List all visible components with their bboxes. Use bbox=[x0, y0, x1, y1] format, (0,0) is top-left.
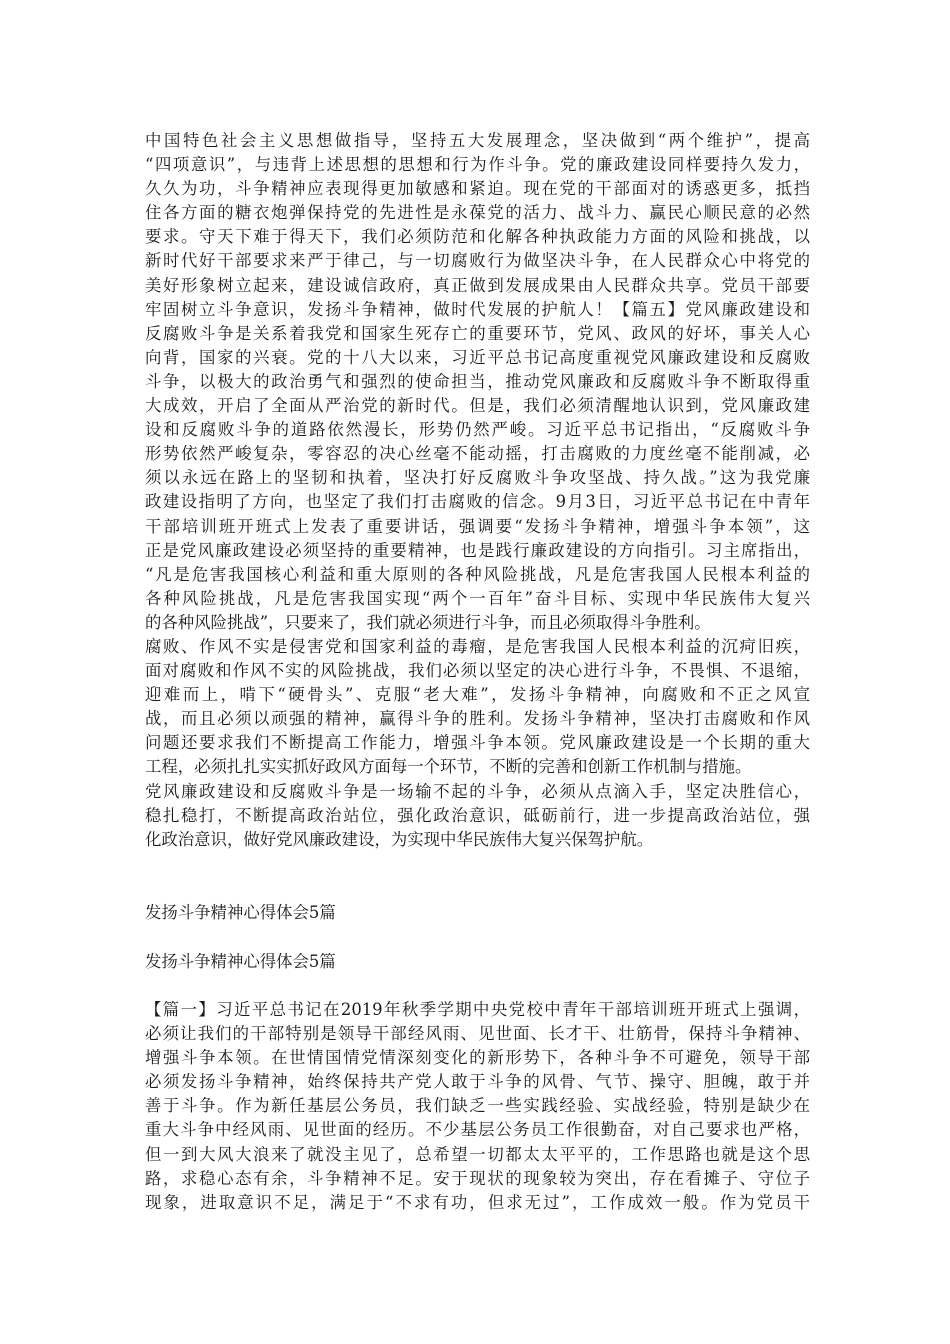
text-line: 增强斗争本领。在世情国情党情深刻变化的新形势下，各种斗争不可避免，领导干部 bbox=[145, 1048, 810, 1068]
text-line: 新时代好干部要求来严于律己，与一切腐败行为做坚决斗争，在人民群众心中将党的 bbox=[145, 251, 810, 271]
text-line: 必须发扬斗争精神，始终保持共产党人敢于斗争的风骨、气节、操守、胆魄，敢于并 bbox=[145, 1072, 810, 1092]
text-line: 干部培训班开班式上发表了重要讲话，强调要“发扬斗争精神，增强斗争本领”，这 bbox=[145, 516, 810, 536]
text-line: 要求。守天下难于得天下，我们必须防范和化解各种执政能力方面的风险和挑战，以 bbox=[145, 227, 810, 247]
text-line: “凡是危害我国核心利益和重大原则的各种风险挑战，凡是危害我国人民根本利益的 bbox=[145, 564, 810, 584]
text-line: 须以永远在路上的坚韧和执着，坚决打好反腐败斗争攻坚战、持久战。”这为我党廉 bbox=[145, 468, 810, 488]
text-line: 现象，进取意识不足，满足于“不求有功，但求无过”，工作成效一般。作为党员干 bbox=[145, 1192, 810, 1212]
text-line: 中国特色社会主义思想做指导，坚持五大发展理念，坚决做到“两个维护”，提高 bbox=[145, 131, 810, 150]
text-line: 化政治意识，做好党风廉政建设，为实现中华民族伟大复兴保驾护航。 bbox=[145, 829, 654, 849]
text-line: 但一到大风大浪来了就没主见了，总希望一切都太太平平的，工作思路也就是这个思 bbox=[145, 1144, 810, 1164]
document-title: 发扬斗争精神心得体会5篇 bbox=[145, 952, 336, 971]
text-line: 的各种风险挑战”，只要来了，我们就必须进行斗争，而且必须取得斗争胜利。 bbox=[145, 612, 711, 632]
text-line: 必须让我们的干部特别是领导干部经风雨、见世面、长才干、壮筋骨，保持斗争精神、 bbox=[145, 1024, 810, 1044]
text-line: 稳扎稳打，不断提高政治站位，强化政治意识，砥砺前行，进一步提高政治站位，强 bbox=[145, 805, 810, 825]
text-line: 住各方面的糖衣炮弹保持党的先进性是永葆党的活力、战斗力、赢民心顺民意的必然 bbox=[145, 203, 810, 223]
text-line: 向背，国家的兴衰。党的十八大以来，习近平总书记高度重视党风廉政建设和反腐败 bbox=[145, 347, 810, 367]
text-line: 工程，必须扎扎实实抓好政风方面每一个环节，不断的完善和创新工作机制与措施。 bbox=[145, 757, 752, 777]
text-line: “四项意识”，与违背上述思想的思想和行为作斗争。党的廉政建设同样要持久发力， bbox=[145, 155, 810, 175]
text-line: 大成效，开启了全面从严治党的新时代。但是，我们必须清醒地认识到，党风廉政建 bbox=[145, 396, 810, 416]
text-line: 牢固树立斗争意识，发扬斗争精神，做时代发展的护航人！【篇五】党风廉政建设和 bbox=[145, 299, 810, 319]
paragraph-part-one bbox=[145, 998, 810, 1215]
text-line: 形势依然严峻复杂，零容忍的决心丝毫不能动摇，打击腐败的力度丝毫不能削减，必 bbox=[145, 444, 810, 464]
text-line: 各种风险挑战，凡是危害我国实现“两个一百年”奋斗目标、实现中华民族伟大复兴 bbox=[145, 588, 810, 608]
text-line: 设和反腐败斗争的道路依然漫长，形势仍然严峻。习近平总书记指出，“反腐败斗争 bbox=[145, 420, 810, 440]
text-line: 党风廉政建设和反腐败斗争是一场输不起的斗争，必须从点滴入手，坚定决胜信心， bbox=[145, 781, 810, 801]
text-line: 美好形象树立起来，建设诚信政府，真正做到发展成果由人民群众共享。党员干部要 bbox=[145, 275, 810, 295]
text-line: 腐败、作风不实是侵害党和国家利益的毒瘤，是危害我国人民根本利益的沉疴旧疾， bbox=[145, 636, 810, 656]
text-line: 政建设指明了方向，也坚定了我们打击腐败的信念。9月3日，习近平总书记在中青年 bbox=[145, 492, 810, 512]
text-line: 问题还要求我们不断提高工作能力，增强斗争本领。党风廉政建设是一个长期的重大 bbox=[145, 733, 810, 753]
text-line: 路，求稳心态有余，斗争精神不足。安于现状的现象较为突出，存在看摊子、守位子 bbox=[145, 1168, 810, 1188]
text-line: 斗争，以极大的政治勇气和强烈的使命担当，推动党风廉政和反腐败斗争不断取得重 bbox=[145, 371, 810, 391]
text-line: 久久为功，斗争精神应表现得更加敏感和紧迫。现在党的干部面对的诱惑更多，抵挡 bbox=[145, 179, 810, 199]
text-line: 善于斗争。作为新任基层公务员，我们缺乏一些实践经验、实战经验，特别是缺少在 bbox=[145, 1096, 810, 1116]
text-line: 迎难而上，啃下“硬骨头”、克服“老大难”，发扬斗争精神，向腐败和不正之风宣 bbox=[145, 685, 810, 705]
text-line: 【篇一】习近平总书记在2019年秋季学期中央党校中青年干部培训班开班式上强调， bbox=[145, 1000, 810, 1019]
text-line: 反腐败斗争是关系着我党和国家生死存亡的重要环节，党风、政风的好坏，事关人心 bbox=[145, 323, 810, 343]
section-title: 发扬斗争精神心得体会5篇 bbox=[145, 903, 336, 922]
text-line: 面对腐败和作风不实的风险挑战，我们必须以坚定的决心进行斗争，不畏惧、不退缩， bbox=[145, 661, 810, 681]
text-line: 正是党风廉政建设必须坚持的重要精神，也是践行廉政建设的方向指引。习主席指出， bbox=[145, 540, 810, 560]
paragraph-continuation bbox=[145, 129, 810, 852]
text-line: 重大斗争中经风雨、见世面的经历。不少基层公务员工作很勤奋，对自己要求也严格， bbox=[145, 1120, 810, 1140]
text-line: 战，而且必须以顽强的精神，赢得斗争的胜利。发扬斗争精神，坚决打击腐败和作风 bbox=[145, 709, 810, 729]
